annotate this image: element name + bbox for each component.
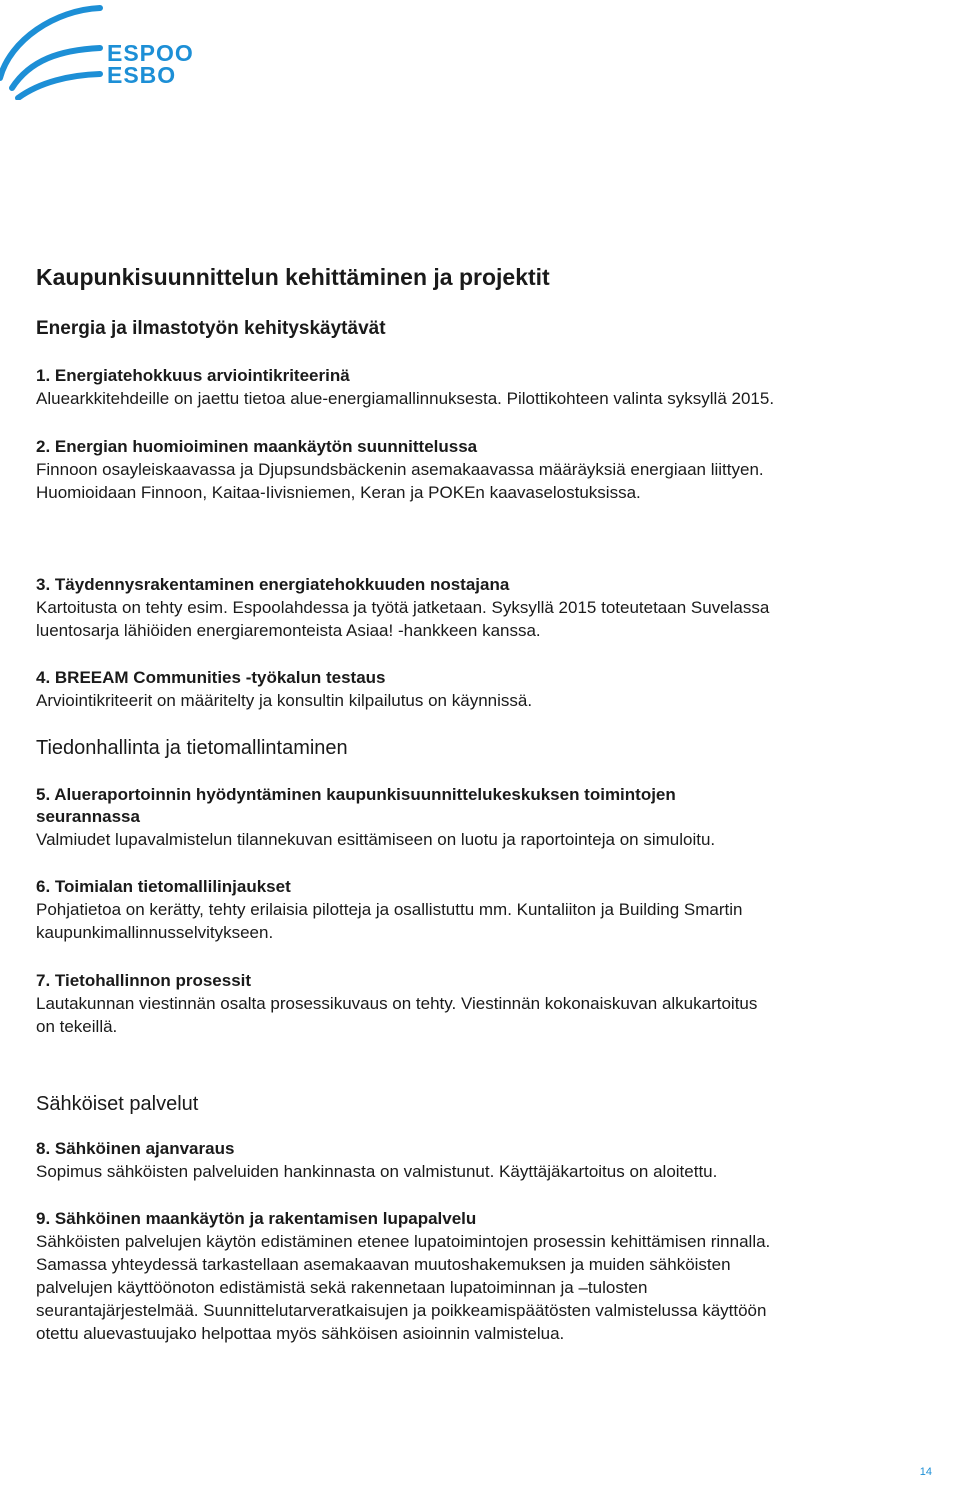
item-text: Sähköisten palvelujen käytön edistäminen etenee lupatoimintojen prosessin kehittämisen rinnalla. Samassa yhteydessä tarkastellaan asemakaavan muutoshakemuksen ja muiden sähköisten palvelujen käyttöönoton edistämistä sekä rakennetaan lupatoiminnan ja –tulosten seurantajärjestelmää. Suunnittelutarveratkaisujen ja poikkeamispäätösten valmistelussa käyttöön otettu aluevastuujako helpottaa myös sähköisen asioinnin valmistelua. — [36, 1232, 771, 1343]
item-text: Aluearkkitehdeille on jaettu tietoa alue-energiamallinnuksesta. Pilottikohteen valinta syksyllä 2015. — [36, 389, 775, 408]
item-text: Sopimus sähköisten palveluiden hankinnasta on valmistunut. Käyttäjäkartoitus on aloitettu. — [36, 1162, 718, 1181]
list-item — [36, 784, 941, 851]
item-text: Finnoon osayleiskaavassa ja Djupsundsbäckenin asemakaavassa määräyksiä energiaan liittyen. Huomioidaan Finnoon, Kaitaa-Iivisniemen, Keran ja POKEn kaavaselostuksissa. — [36, 460, 764, 502]
logo-text-espoo: ESPOO — [107, 40, 194, 66]
item-title: 7. Tietohallinnon prosessit — [36, 971, 252, 990]
list-item — [36, 574, 941, 642]
item-text: Valmiudet lupavalmistelun tilannekuvan esittämiseen on luotu ja raportointeja on simuloitu. — [36, 830, 716, 849]
document-body — [36, 262, 936, 1343]
item-title: 9. Sähköinen maankäytön ja rakentamisen lupapalvelu — [36, 1209, 477, 1228]
section-energy — [36, 317, 941, 341]
espoo-logo — [0, 0, 200, 100]
list-item — [36, 667, 941, 712]
item-text: Arviointikriteerit on määritelty ja konsultin kilpailutus on käynnissä. — [36, 691, 533, 710]
list-item — [36, 365, 941, 410]
list-item — [36, 436, 941, 504]
item-title: 6. Toimialan tietomallilinjaukset — [36, 877, 291, 896]
section-heading: Sähköiset palvelut — [36, 1093, 199, 1115]
item-text: Lautakunnan viestinnän osalta prosessikuvaus on tehty. Viestinnän kokonaiskuvan alkukartoitus on tekeillä. — [36, 994, 758, 1036]
item-title: 4. BREEAM Communities -työkalun testaus — [36, 668, 386, 687]
item-title: 5. Alueraportoinnin hyödyntäminen kaupunkisuunnittelukeskuksen toimintojen seurannassa — [36, 785, 676, 826]
section-heading: Tiedonhallinta ja tietomallintaminen — [36, 737, 348, 759]
item-text: Pohjatietoa on kerätty, tehty erilaisia pilotteja ja osallistuttu mm. Kuntaliiton ja Building Smartin kaupunkimallinnusselvitykseen. — [36, 900, 743, 942]
page-number: 14 — [919, 1466, 932, 1478]
list-item — [36, 1208, 941, 1345]
espoo-logo-mark — [0, 0, 110, 100]
logo-text-esbo: ESBO — [107, 62, 177, 88]
section-heading: Energia ja ilmastotyön kehityskäytävät — [36, 318, 386, 339]
list-item — [36, 876, 941, 944]
item-text: Kartoitusta on tehty esim. Espoolahdessa ja työtä jatketaan. Syksyllä 2015 toteutetaan Suvelassa luentosarja lähiöiden energiaremonteista Asiaa! -hankkeen kanssa. — [36, 598, 770, 640]
item-title: 3. Täydennysrakentaminen energiatehokkuuden nostajana — [36, 575, 510, 594]
section-electronic-services — [36, 1092, 941, 1116]
item-title: 8. Sähköinen ajanvaraus — [36, 1139, 235, 1158]
item-title: 1. Energiatehokkuus arviointikriteerinä — [36, 366, 350, 385]
list-item — [36, 1138, 941, 1183]
page-title: Kaupunkisuunnittelun kehittäminen ja projektit — [36, 264, 550, 290]
item-title: 2. Energian huomioiminen maankäytön suunnittelussa — [36, 437, 478, 456]
list-item — [36, 970, 941, 1038]
section-data-management — [36, 736, 941, 760]
